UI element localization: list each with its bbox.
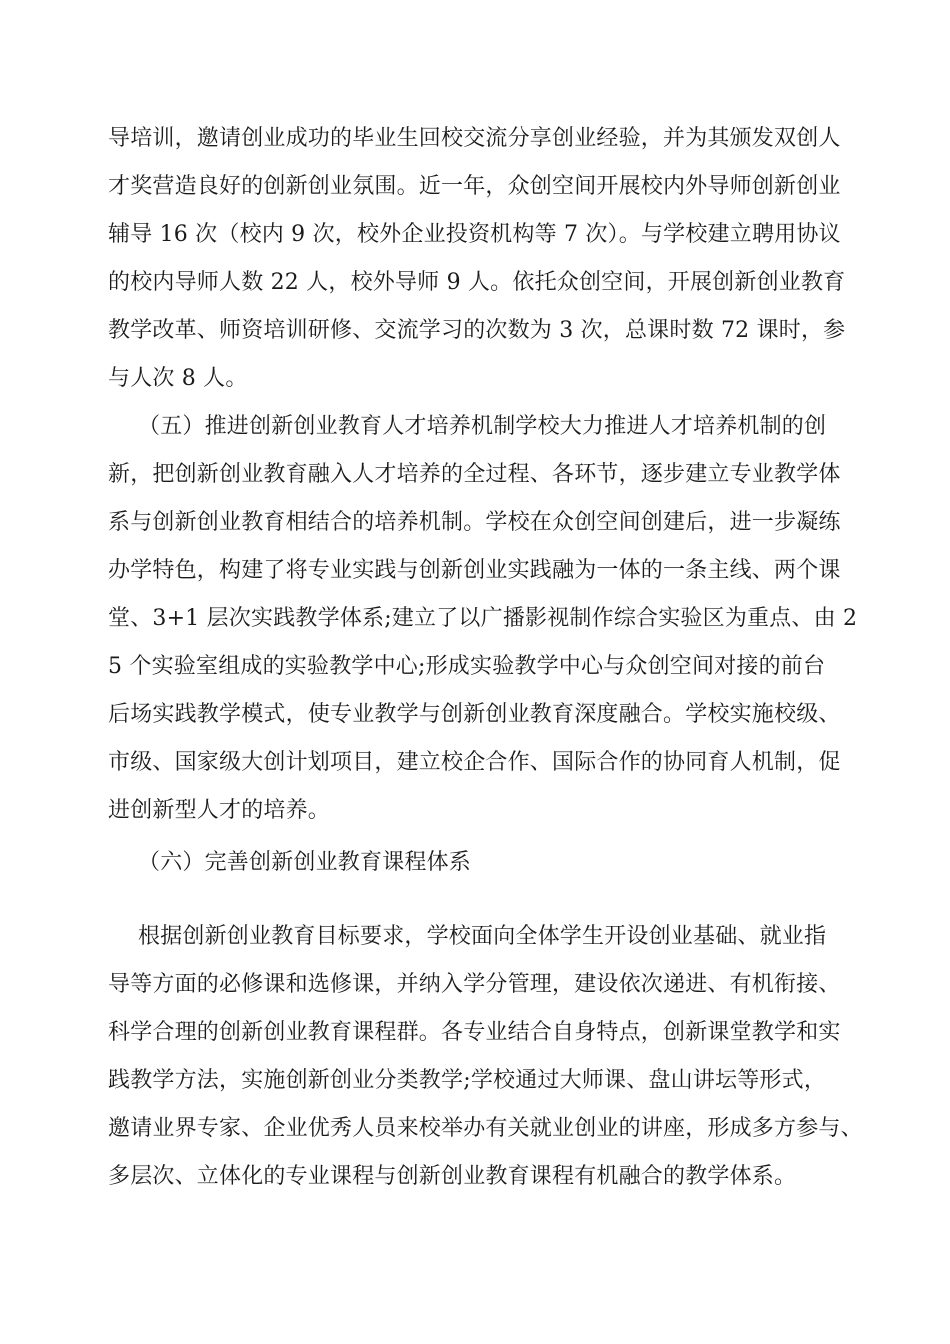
text-line: 多层次、立体化的专业课程与创新创业教育课程有机融合的教学体系。 bbox=[108, 1164, 797, 1189]
text-line: 系与创新创业教育相结合的培养机制。学校在众创空间创建后，进一步凝练 bbox=[108, 510, 841, 535]
text-line: 邀请业界专家、企业优秀人员来校举办有关就业创业的讲座，形成多方参与、 bbox=[108, 1116, 863, 1141]
text-line: 的校内导师人数 22 人，校外导师 9 人。依托众创空间，开展创新创业教育 bbox=[108, 270, 846, 295]
text-line: 根据创新创业教育目标要求，学校面向全体学生开设创业基础、就业指 bbox=[138, 924, 827, 949]
text-line: 科学合理的创新创业教育课程群。各专业结合自身特点，创新课堂教学和实 bbox=[108, 1020, 841, 1045]
text-line: 辅导 16 次（校内 9 次，校外企业投资机构等 7 次）。与学校建立聘用协议 bbox=[108, 222, 841, 247]
text-line: 后场实践教学模式，使专业教学与创新创业教育深度融合。学校实施校级、 bbox=[108, 702, 841, 727]
section-heading-5: （五）推进创新创业教育人才培养机制学校大力推进人才培养机制的创 bbox=[138, 414, 827, 439]
text-line: 5 个实验室组成的实验教学中心;形成实验教学中心与众创空间对接的前台 bbox=[108, 654, 826, 679]
text-line: 办学特色，构建了将专业实践与创新创业实践融为一体的一条主线、两个课 bbox=[108, 558, 841, 583]
text-line: 践教学方法，实施创新创业分类教学;学校通过大师课、盘山讲坛等形式， bbox=[108, 1068, 827, 1093]
text-line: 堂、3+1 层次实践教学体系;建立了以广播影视制作综合实验区为重点、由 2 bbox=[108, 606, 858, 631]
section-heading-6: （六）完善创新创业教育课程体系 bbox=[138, 850, 472, 875]
text-line: 教学改革、师资培训研修、交流学习的次数为 3 次，总课时数 72 课时，参 bbox=[108, 318, 846, 343]
text-line: 导培训，邀请创业成功的毕业生回校交流分享创业经验，并为其颁发双创人 bbox=[108, 126, 841, 151]
text-line: 导等方面的必修课和选修课，并纳入学分管理，建设依次递进、有机衔接、 bbox=[108, 972, 841, 997]
text-line: 市级、国家级大创计划项目，建立校企合作、国际合作的协同育人机制，促 bbox=[108, 750, 841, 775]
text-line: 与人次 8 人。 bbox=[108, 366, 248, 391]
text-line: 进创新型人才的培养。 bbox=[108, 798, 331, 823]
text-line: 新，把创新创业教育融入人才培养的全过程、各环节，逐步建立专业教学体 bbox=[108, 462, 841, 487]
text-line: 才奖营造良好的创新创业氛围。近一年，众创空间开展校内外导师创新创业 bbox=[108, 174, 841, 199]
